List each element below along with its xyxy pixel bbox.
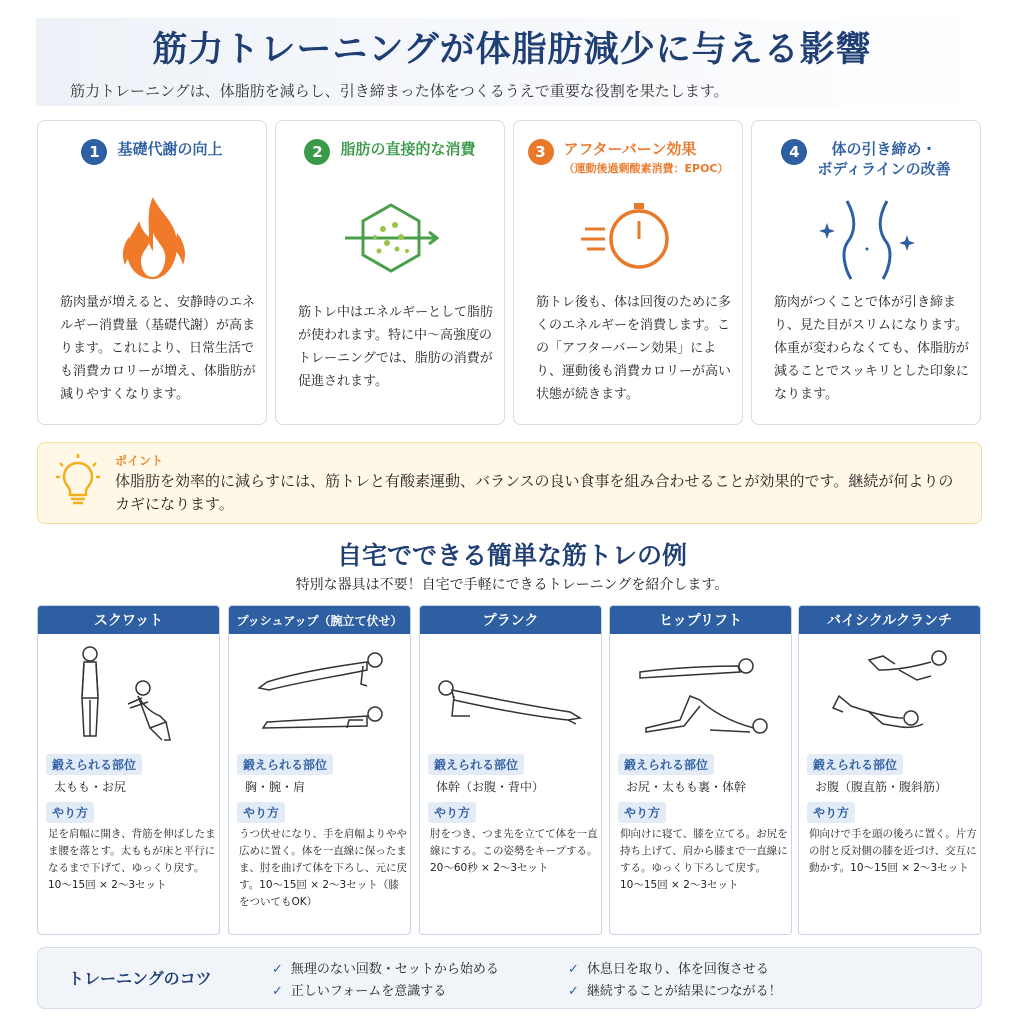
target-muscles: 太もも・お尻 <box>54 780 127 794</box>
effect-card-body-shape <box>751 120 981 425</box>
tips-title: トレーニングのコツ <box>68 969 212 988</box>
tip-item: ✓ 継続することが結果につながる！ <box>568 984 782 999</box>
section-subtitle: 特別な器具は不要！自宅で手軽にできるトレーニングを紹介します。 <box>295 577 729 593</box>
number-badge: 2 <box>304 139 330 165</box>
exercise-title: バイシクルクランチ <box>799 606 980 634</box>
tip-item: ✓ 正しいフォームを意識する <box>272 984 447 999</box>
how-label: やり方 <box>237 802 285 823</box>
how-to-text: 仰向けで手を頭の後ろに置く。片方の肘と反対側の膝を近づけ、交互に動かす。10〜15回 × 2〜3セット <box>809 828 977 874</box>
check-icon: ✓ <box>568 984 579 999</box>
target-label: 鍛えられる部位 <box>807 754 903 775</box>
exercise-card-hip-lift <box>609 605 792 935</box>
exercise-title: スクワット <box>38 606 219 634</box>
how-label: やり方 <box>807 802 855 823</box>
how-to-text: 足を肩幅に開き、背筋を伸ばしたまま腰を落とす。太ももが床と平行になるまで下げて、ゆっくり戻す。10〜15回 × 2〜3セット <box>48 828 216 891</box>
page-subtitle: 筋力トレーニングは、体脂肪を減らし、引き締まった体をつくるうえで重要な役割を果たします。 <box>70 82 729 100</box>
target-muscles: 体幹（お腹・背中） <box>436 780 545 794</box>
effect-card-fat-burn <box>275 120 505 425</box>
exercise-title: プランク <box>420 606 601 634</box>
how-to-text: うつ伏せになり、手を肩幅よりやや広めに置く。体を一直線に保ったまま、肘を曲げて体を下ろし、元に戻す。10〜15回 × 2〜3セット（膝をついてもOK） <box>239 828 407 908</box>
number-badge: 1 <box>81 139 107 165</box>
target-label: 鍛えられる部位 <box>428 754 524 775</box>
how-label: やり方 <box>428 802 476 823</box>
target-muscles: お尻・太もも裏・体幹 <box>626 780 747 794</box>
effect-title: 脂肪の直接的な消費 <box>340 140 476 158</box>
target-muscles: 胸・腕・肩 <box>245 780 306 794</box>
effect-description: 筋トレ後も、体は回復のために多くのエネルギーを消費します。この「アフターバーン効果」により、運動後も消費カロリーが高い状態が続きます。 <box>536 295 732 402</box>
number-badge: 3 <box>528 139 554 165</box>
target-label: 鍛えられる部位 <box>237 754 333 775</box>
section-title: 自宅でできる簡単な筋トレの例 <box>336 541 687 570</box>
fat-burn-icon <box>341 193 441 283</box>
check-icon: ✓ <box>272 962 283 977</box>
flame-icon <box>103 193 203 283</box>
effect-title: 体の引き締め・ ボディラインの改善 <box>817 140 951 178</box>
effect-card-metabolism <box>37 120 267 425</box>
effect-title: アフターバーン効果 （運動後過剰酸素消費：EPOC） <box>563 140 729 175</box>
lightbulb-icon <box>56 453 100 507</box>
effect-description: 筋肉量が増えると、安静時のエネルギー消費量（基礎代謝）が高まります。これにより、日常生活でも消費カロリーが増え、体脂肪が減りやすくなります。 <box>60 295 256 402</box>
effect-description: 筋肉がつくことで体が引き締まり、見た目がスリムになります。体重が変わらなくても、体脂肪が減ることでスッキリとした印象になります。 <box>774 295 970 402</box>
tip-item: ✓ 休息日を取り、体を回復させる <box>568 962 769 977</box>
target-label: 鍛えられる部位 <box>46 754 142 775</box>
how-to-text: 仰向けに寝て、膝を立てる。お尻を持ち上げて、肩から膝まで一直線にする。ゆっくり下ろして戻す。10〜15回 × 2〜3セット <box>620 828 788 891</box>
tip-item: ✓ 無理のない回数・セットから始める <box>272 962 499 977</box>
effect-card-afterburn <box>513 120 743 425</box>
page-title: 筋力トレーニングが体脂肪減少に与える影響 <box>152 30 872 70</box>
effect-description: 筋トレ中はエネルギーとして脂肪が使われます。特に中〜高強度のトレーニングでは、脂肪の消費が促進されます。 <box>298 305 494 389</box>
check-icon: ✓ <box>568 962 579 977</box>
exercise-card-pushup <box>228 605 411 935</box>
hip-lift-figure-icon <box>610 640 791 748</box>
exercise-card-bicycle-crunch <box>798 605 981 935</box>
exercise-card-squat <box>37 605 220 935</box>
check-icon: ✓ <box>272 984 283 999</box>
effect-title: 基礎代謝の向上 <box>117 140 223 158</box>
exercise-title: プッシュアップ（腕立て伏せ） <box>229 606 410 634</box>
plank-figure-icon <box>420 640 601 748</box>
exercise-title: ヒップリフト <box>610 606 791 634</box>
target-label: 鍛えられる部位 <box>618 754 714 775</box>
exercise-card-plank <box>419 605 602 935</box>
target-muscles: お腹（腹直筋・腹斜筋） <box>815 780 948 794</box>
point-text: 体脂肪を効率的に減らすには、筋トレと有酸素運動、バランスの良い食事を組み合わせることが効果的です。継続が何よりのカギになります。 <box>115 472 954 513</box>
how-label: やり方 <box>46 802 94 823</box>
how-label: やり方 <box>618 802 666 823</box>
point-label: ポイント <box>115 454 164 468</box>
body-line-icon <box>817 193 917 283</box>
bicycle-crunch-figure-icon <box>799 640 980 748</box>
stopwatch-icon <box>579 193 679 283</box>
pushup-figure-icon <box>229 640 410 748</box>
number-badge: 4 <box>781 139 807 165</box>
squat-figure-icon <box>38 640 219 748</box>
how-to-text: 肘をつき、つま先を立てて体を一直線にする。この姿勢をキープする。20〜60秒 × 2〜3セット <box>430 828 598 874</box>
